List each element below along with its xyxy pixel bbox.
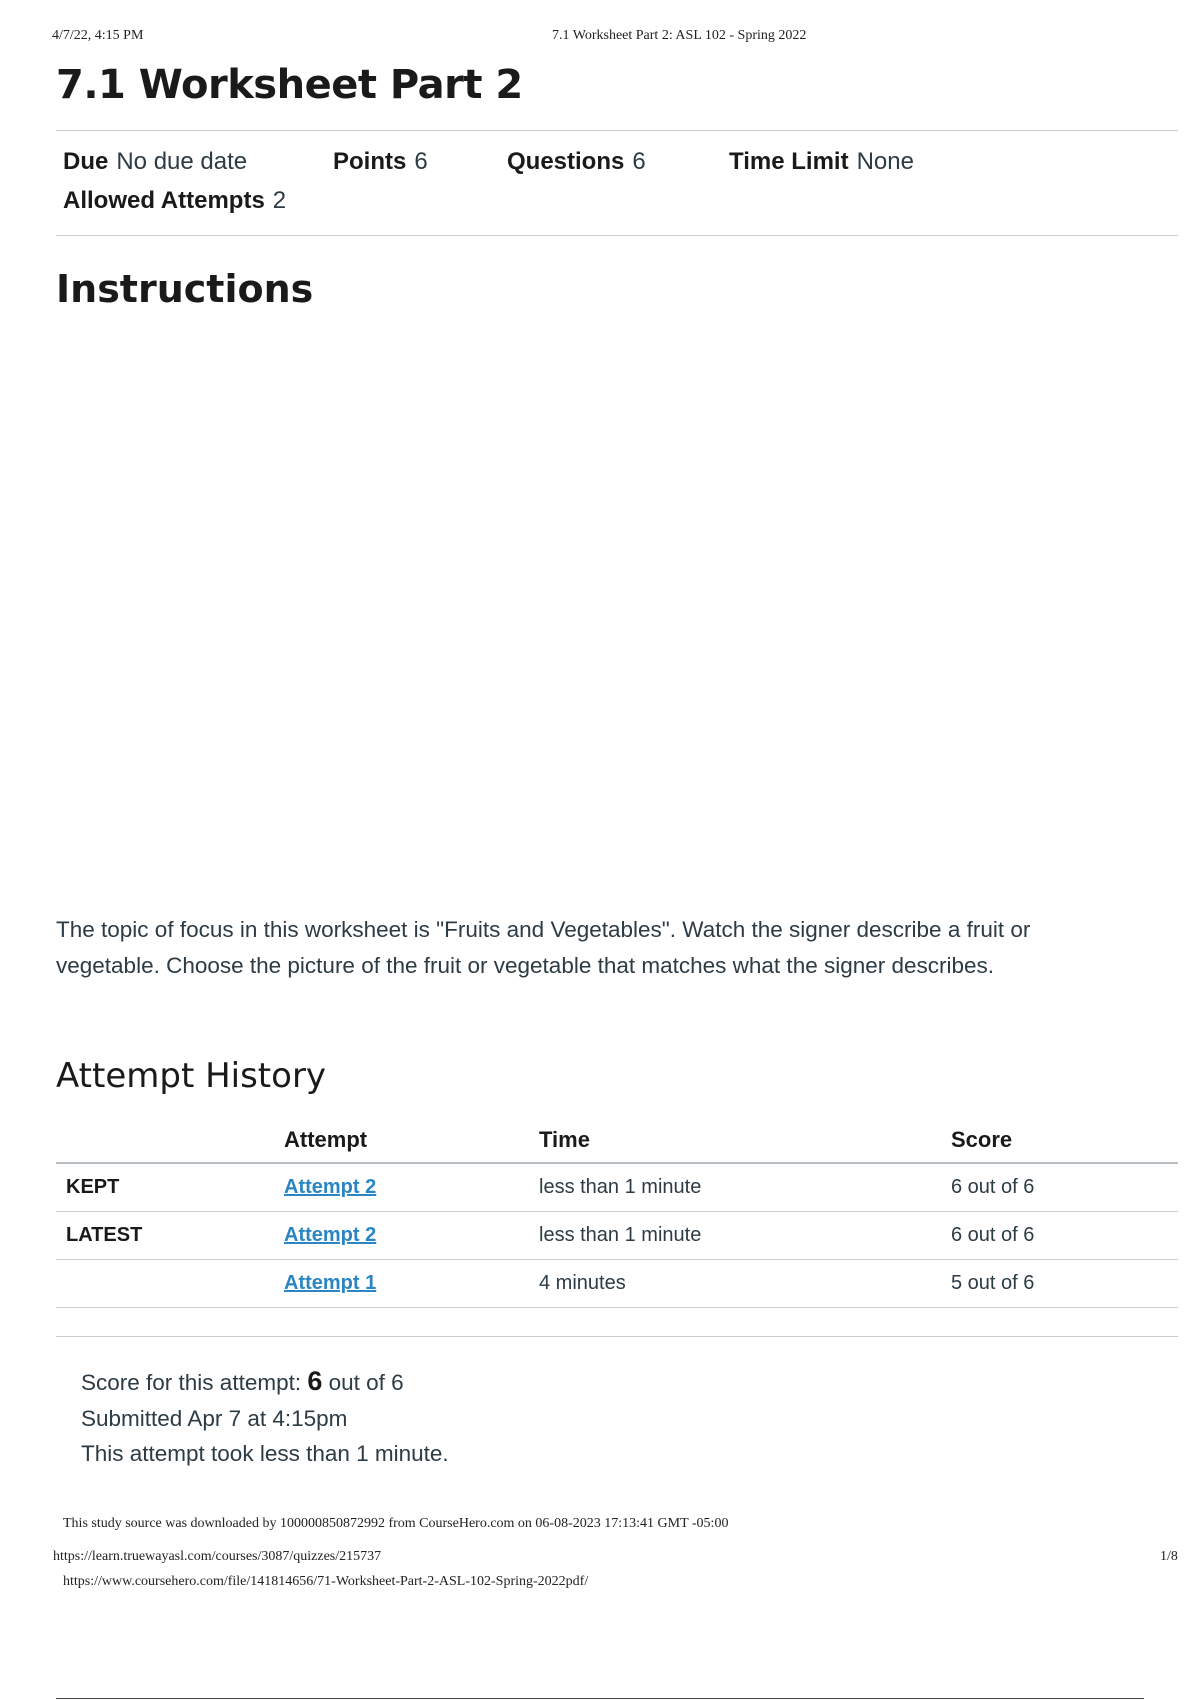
page-number: 1/8 <box>1160 1549 1178 1564</box>
page-url: https://learn.truewayasl.com/courses/3087/quizzes/215737 <box>53 1549 382 1564</box>
instructions-line: vegetable. Choose the picture of the fruit or vegetable that matches what the signer describes. <box>56 953 995 978</box>
column-header-attempt: Attempt <box>284 1118 539 1163</box>
attempt-time: less than 1 minute <box>539 1163 951 1212</box>
meta-questions-value: 6 <box>632 148 646 175</box>
meta-attempts-label: Allowed Attempts <box>63 187 265 214</box>
row-label: LATEST <box>56 1212 284 1260</box>
attempt-link[interactable]: Attempt 2 <box>284 1224 377 1246</box>
page-title: 7.1 Worksheet Part 2 <box>56 62 523 108</box>
meta-time-limit-value: None <box>856 148 914 175</box>
column-header <box>56 1118 284 1163</box>
attempt-time: less than 1 minute <box>539 1212 951 1260</box>
coursehero-url: https://www.coursehero.com/file/141814656/71-Worksheet-Part-2-ASL-102-Spring-2022pdf/ <box>63 1574 589 1589</box>
table-row <box>56 1163 1178 1212</box>
table-row <box>56 1260 1178 1308</box>
divider <box>56 235 1178 236</box>
meta-attempts-value: 2 <box>272 187 287 214</box>
row-label: KEPT <box>56 1163 284 1212</box>
column-header-time: Time <box>539 1118 951 1163</box>
print-date: 4/7/22, 4:15 PM <box>52 28 144 43</box>
meta-points-label: Points <box>333 148 407 175</box>
download-notice: This study source was downloaded by 100000850872992 from CourseHero.com on 06-08-2023 17:13:41 GMT -05:00 <box>63 1516 729 1531</box>
column-header-score: Score <box>951 1118 1178 1163</box>
instructions-line: The topic of focus in this worksheet is "Fruits and Vegetables". Watch the signer describe a fruit or <box>56 917 1031 942</box>
attempt-link[interactable]: Attempt 1 <box>284 1272 377 1294</box>
meta-points <box>333 148 428 176</box>
print-title: 7.1 Worksheet Part 2: ASL 102 - Spring 2022 <box>552 28 807 43</box>
attempt-score-summary <box>81 1366 404 1397</box>
meta-questions-label: Questions <box>507 148 625 175</box>
meta-due-label: Due <box>63 148 109 175</box>
score-value: 6 <box>307 1366 323 1396</box>
attempt-time: 4 minutes <box>539 1260 951 1308</box>
meta-points-value: 6 <box>414 148 428 175</box>
attempt-score: 5 out of 6 <box>951 1260 1178 1308</box>
attempt-duration: This attempt took less than 1 minute. <box>81 1441 449 1466</box>
attempt-score: 6 out of 6 <box>951 1212 1178 1260</box>
attempt-score: 6 out of 6 <box>951 1163 1178 1212</box>
attempt-link[interactable]: Attempt 2 <box>284 1176 377 1198</box>
print-header <box>0 28 1200 48</box>
meta-due-value: No due date <box>116 148 248 175</box>
attempt-history-heading: Attempt History <box>56 1056 327 1096</box>
meta-questions <box>507 148 646 176</box>
score-suffix: out of 6 <box>322 1370 404 1395</box>
divider <box>56 130 1178 131</box>
attempt-history-table <box>56 1118 1178 1308</box>
table-row <box>56 1212 1178 1260</box>
meta-due <box>63 148 247 176</box>
row-label <box>56 1260 284 1308</box>
meta-attempts <box>63 187 286 215</box>
instructions-text <box>56 912 1176 984</box>
divider <box>56 1336 1178 1337</box>
meta-time-limit-label: Time Limit <box>729 148 849 175</box>
submitted-time: Submitted Apr 7 at 4:15pm <box>81 1406 348 1431</box>
table-header-row <box>56 1118 1178 1163</box>
meta-time-limit <box>729 148 914 176</box>
score-prefix: Score for this attempt: <box>81 1370 308 1395</box>
footer-rule <box>56 1698 1144 1699</box>
instructions-heading: Instructions <box>56 267 314 311</box>
